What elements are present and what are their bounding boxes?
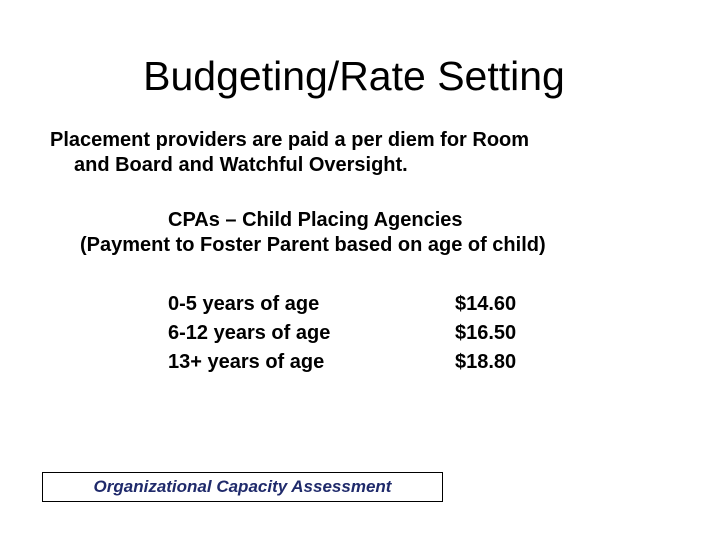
rate-table xyxy=(168,290,588,377)
rate-age-label: 13+ years of age xyxy=(168,351,325,373)
footer-label: Organizational Capacity Assessment xyxy=(93,477,392,496)
cpa-subheading: (Payment to Foster Parent based on age of child) xyxy=(80,234,546,256)
rate-age-label: 6-12 years of age xyxy=(168,322,331,344)
rate-amount: $18.80 xyxy=(455,351,517,373)
intro-line-2: and Board and Watchful Oversight. xyxy=(74,154,408,176)
intro-line-1: Placement providers are paid a per diem for Room xyxy=(50,129,530,151)
rate-age-label: 0-5 years of age xyxy=(168,293,320,315)
intro-paragraph xyxy=(50,128,690,178)
rate-row xyxy=(168,348,588,377)
rate-row xyxy=(168,290,588,319)
rate-amount: $16.50 xyxy=(455,322,517,344)
rate-row xyxy=(168,319,588,348)
cpa-heading: CPAs – Child Placing Agencies xyxy=(168,209,463,231)
slide-title: Budgeting/Rate Setting xyxy=(143,53,565,99)
rate-amount: $14.60 xyxy=(455,293,517,315)
footer-label-box xyxy=(42,472,443,502)
